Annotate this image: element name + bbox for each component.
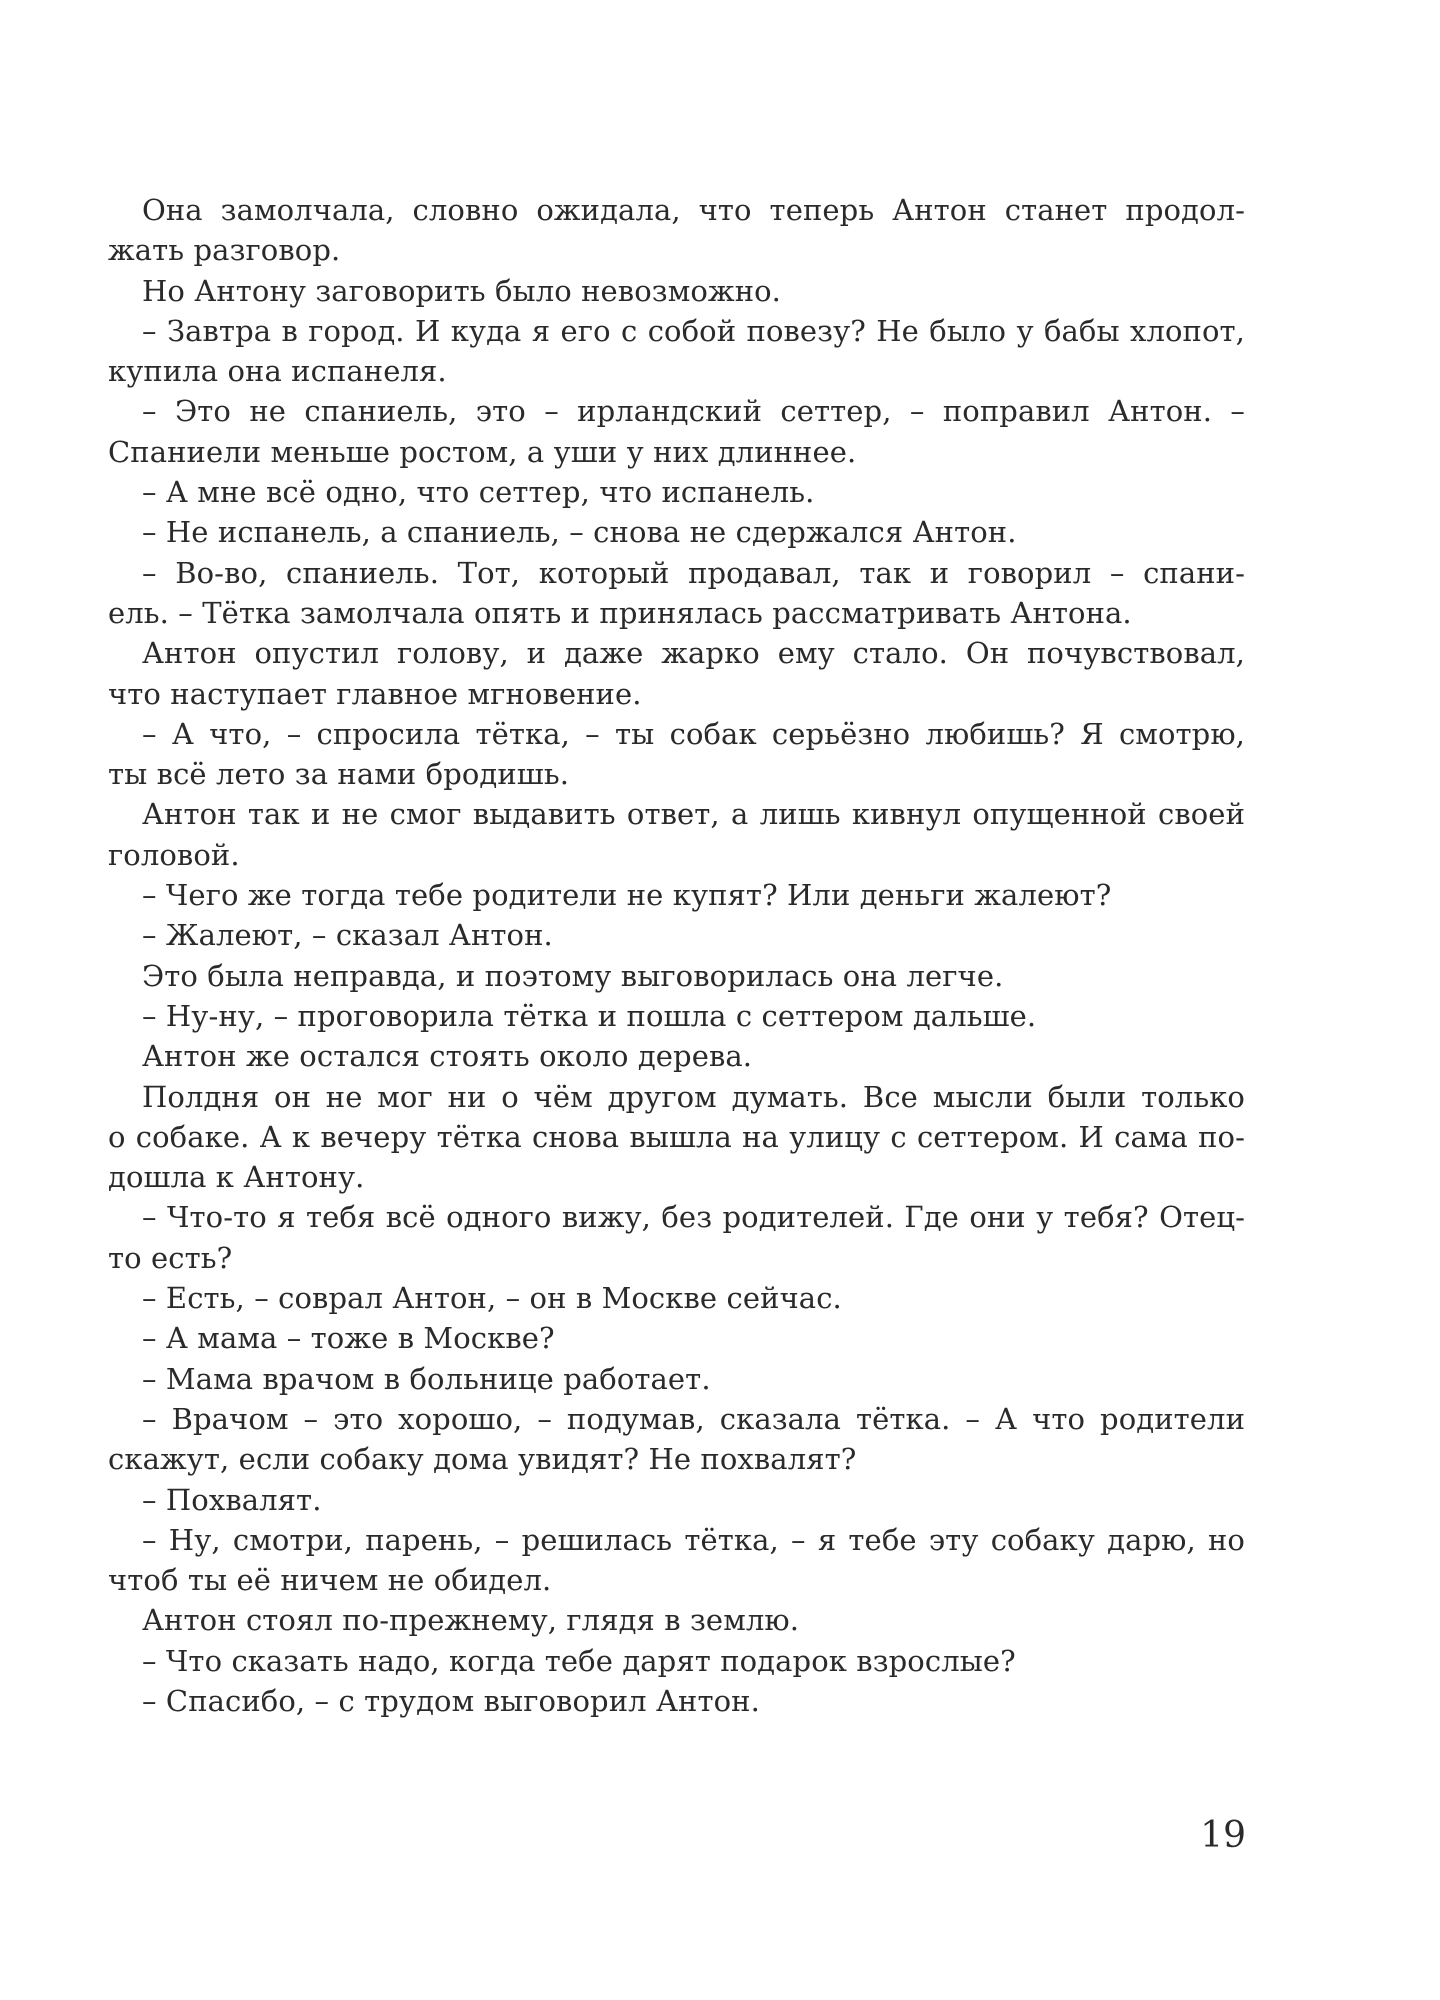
text-line: – Завтра в город. И куда я его с собой повезу? Не было у бабы хлопот, [142, 313, 1245, 348]
text-line: Антон же остался стоять около дерева. [142, 1039, 753, 1074]
text-line: то есть? [108, 1240, 233, 1275]
text-line: Антон стоял по-прежнему, глядя в землю. [142, 1603, 800, 1638]
text-line: Антон так и не смог выдавить ответ, а лишь кивнул опущенной своей [142, 797, 1245, 832]
text-line: дошла к Антону. [108, 1160, 365, 1195]
body-text [108, 190, 1245, 1721]
text-line: Антон опустил голову, и даже жарко ему стало. Он почувствовал, [142, 636, 1245, 671]
text-line: – Что сказать надо, когда тебе дарят подарок взрослые? [142, 1643, 1016, 1678]
text-line: что наступает главное мгновение. [108, 676, 642, 711]
text-line: скажут, если собаку дома увидят? Не похвалят? [108, 1442, 857, 1477]
text-line: Она замолчала, словно ожидала, что теперь Антон станет продол- [142, 193, 1245, 227]
text-line: – Это не спаниель, это – ирландский сеттер, – поправил Антон. – [142, 394, 1245, 429]
text-line: – Врачом – это хорошо, – подумав, сказала тётка. – А что родители [142, 1401, 1245, 1436]
text-line: – А что, – спросила тётка, – ты собак серьёзно любишь? Я смотрю, [142, 716, 1245, 751]
text-line: – Ну-ну, – проговорила тётка и пошла с сеттером дальше. [142, 998, 1037, 1033]
text-line: – Что-то я тебя всё одного вижу, без родителей. Где они у тебя? Отец- [142, 1200, 1245, 1235]
text-line: Но Антону заговорить было невозможно. [142, 273, 781, 308]
text-line: – Ну, смотри, парень, – решилась тётка, – я тебе эту собаку дарю, но [142, 1522, 1245, 1557]
text-line: – Во-во, спаниель. Тот, который продавал, так и говорил – спани- [142, 555, 1245, 590]
text-line: жать разговор. [108, 233, 341, 268]
text-line: – Мама врачом в больнице работает. [142, 1361, 711, 1396]
text-line: Это была неправда, и поэтому выговорилась она легче. [142, 958, 1004, 993]
text-line: ель. – Тётка замолчала опять и принялась рассматривать Антона. [108, 595, 1132, 630]
text-line: купила она испанеля. [108, 354, 447, 389]
text-line: – Чего же тогда тебе родители не купят? Или деньги жалеют? [142, 878, 1112, 913]
text-line: о собаке. А к вечеру тётка снова вышла на улицу с сеттером. И сама по- [108, 1119, 1245, 1154]
text-line: Полдня он не мог ни о чём другом думать. Все мысли были только [142, 1079, 1245, 1114]
text-line: – Не испанель, а спаниель, – снова не сдержался Антон. [142, 515, 1017, 550]
text-line: – Похвалят. [142, 1482, 322, 1517]
text-line: – А мама – тоже в Москве? [142, 1321, 555, 1356]
text-line: головой. [108, 837, 240, 872]
text-line: ты всё лето за нами бродишь. [108, 757, 570, 792]
text-line: – Есть, – соврал Антон, – он в Москве сейчас. [142, 1281, 842, 1316]
text-line: – Жалеют, – сказал Антон. [142, 918, 553, 953]
page-number: 19 [1200, 1815, 1246, 1856]
text-line: – Спасибо, – с трудом выговорил Антон. [142, 1683, 760, 1718]
text-line: – А мне всё одно, что сеттер, что испанель. [142, 475, 815, 510]
text-line: чтоб ты её ничем не обидел. [108, 1563, 552, 1598]
text-line: Спаниели меньше ростом, а уши у них длиннее. [108, 434, 857, 469]
